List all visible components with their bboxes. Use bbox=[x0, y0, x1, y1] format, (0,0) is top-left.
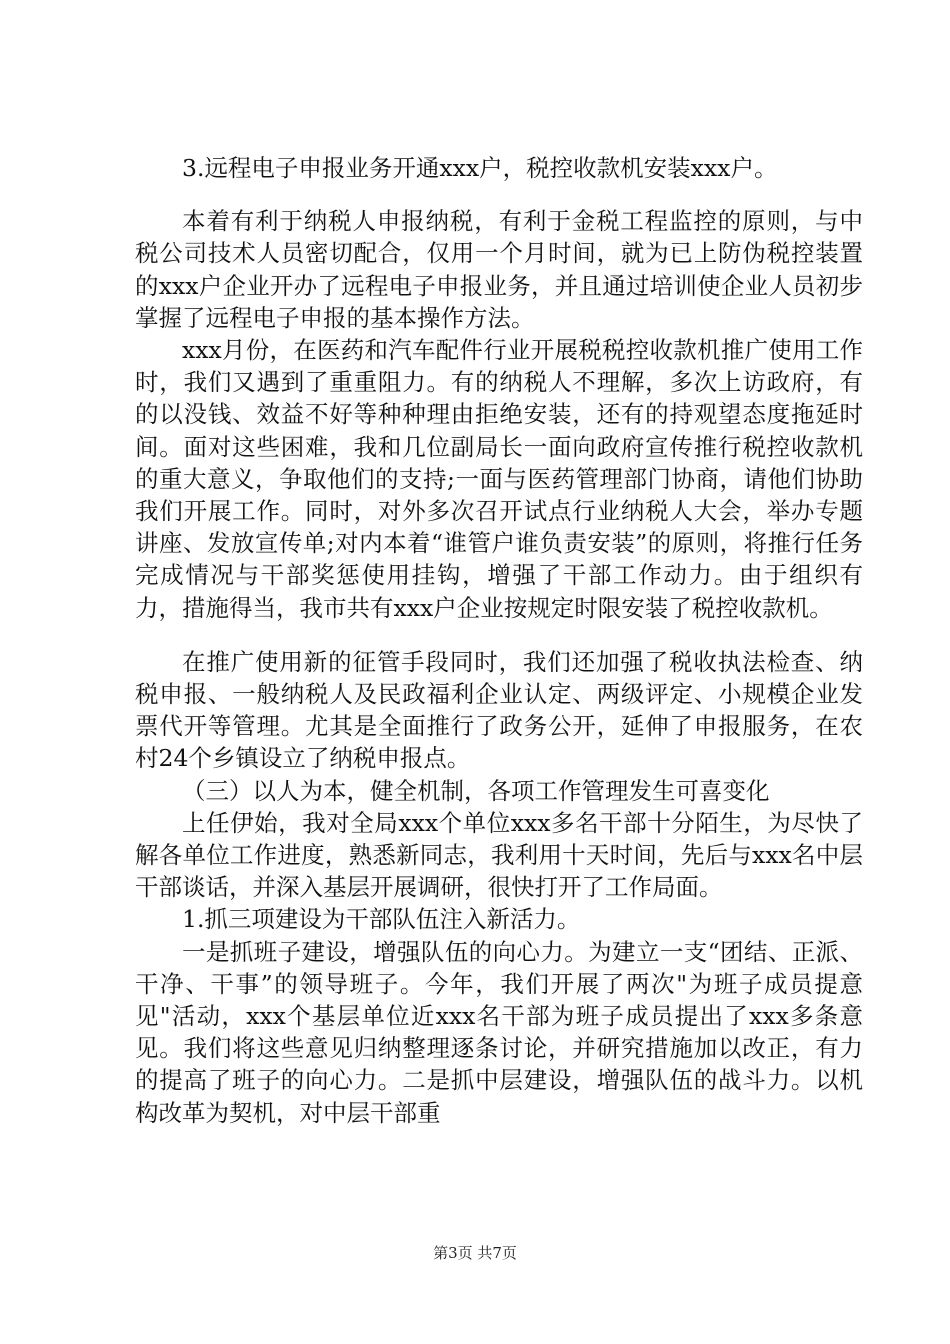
paragraph-leadership-building: 一是抓班子建设，增强队伍的向心力。为建立一支“团结、正派、干净、干事”的领导班子。今年，我们开展了两次"为班子成员提意见"活动，xxx个基层单位近xxx名干部为班子成员提出了xxx多条意见。我们将这些意见归纳整理逐条讨论，并研究措施加以改正，有力的提高了班子的向心力。二是抓中层建设，增强队伍的战斗力。以机构改革为契机，对中层干部重 bbox=[135, 937, 863, 1127]
paragraph-remote-filing-count: 3.远程电子申报业务开通xxx户，税控收款机安装xxx户。 bbox=[182, 154, 778, 182]
document-body bbox=[135, 152, 863, 1129]
subheading-three-constructions: 1.抓三项建设为干部队伍注入新活力。 bbox=[182, 905, 581, 934]
paragraph-tax-enforcement: 在推广使用新的征管手段同时，我们还加强了税收执法检查、纳税申报、一般纳税人及民政福利企业认定、两级评定、小规模企业发票代开等管理。尤其是全面推行了政务公开，延伸了申报服务，在农村24个乡镇设立了纳税申报点。 bbox=[135, 647, 863, 773]
paragraph-onboarding: 上任伊始，我对全局xxx个单位xxx多名干部十分陌生，为尽快了解各单位工作进度，熟悉新同志，我利用十天时间，先后与xxx名中层干部谈话，并深入基层开展调研，很快打开了工作局面。 bbox=[135, 808, 863, 902]
paragraph-cash-register-promotion: xxx月份，在医药和汽车配件行业开展税税控收款机推广使用工作时，我们又遇到了重重阻力。有的纳税人不理解，多次上访政府，有的以没钱、效益不好等种种理由拒绝安装，还有的持观望态度拖延时间。面对这些困难，我和几位副局长一面向政府宣传推行税控收款机的重大意义，争取他们的支持;一面与医药管理部门协商，请他们协助我们开展工作。同时，对外多次召开试点行业纳税人大会，举办专题讲座、发放宣传单;对内本着“谁管户谁负责安装”的原则，将推行任务完成情况与干部奖惩使用挂钩，增强了干部工作动力。由于组织有力，措施得当，我市共有xxx户企业按规定时限安装了税控收款机。 bbox=[135, 336, 863, 622]
page-number-footer: 第3页 共7页 bbox=[433, 1244, 517, 1262]
paragraph-remote-filing-details: 本着有利于纳税人申报纳税，有利于金税工程监控的原则，与中税公司技术人员密切配合，仅用一个月时间，就为已上防伪税控装置的xxx户企业开办了远程电子申报业务，并且通过培训使企业人员初步掌握了远程电子申报的基本操作方法。 bbox=[135, 207, 863, 332]
section-heading-people-oriented: （三）以人为本，健全机制，各项工作管理发生可喜变化 bbox=[182, 776, 770, 805]
